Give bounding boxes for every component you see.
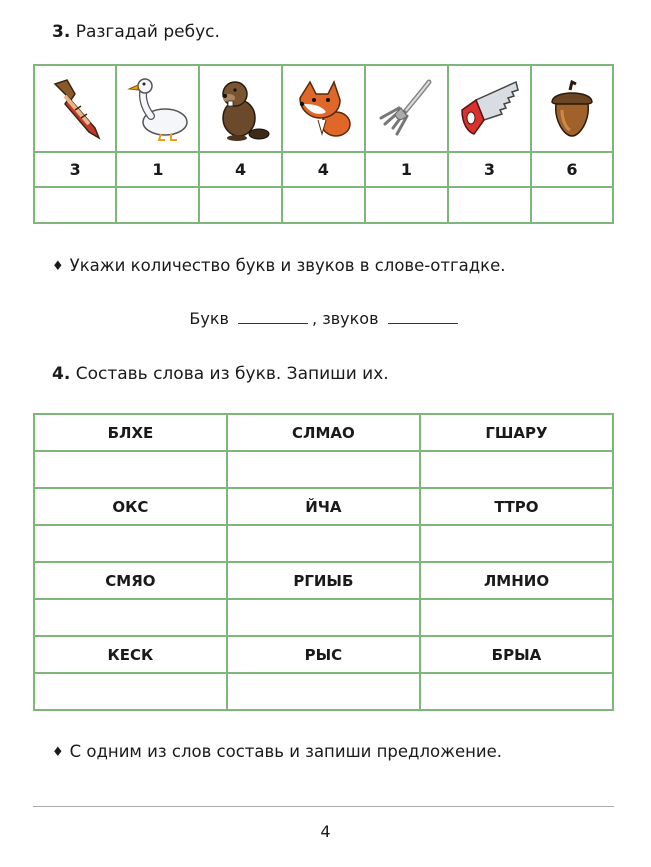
- letters-sounds-line: [0, 309, 651, 328]
- letters-label: Букв: [189, 309, 229, 328]
- word-answer-cell[interactable]: [34, 673, 227, 710]
- diamond-bullet-icon: ♦: [52, 745, 64, 760]
- saw-icon: [456, 76, 522, 142]
- acorn-icon: [544, 76, 600, 142]
- word-answer-cell[interactable]: [420, 599, 613, 636]
- scrambled-word: ЛМНИО: [420, 562, 613, 599]
- scrambled-word: ЙЧА: [227, 488, 420, 525]
- task-4-title: [52, 364, 389, 384]
- word-answer-cell[interactable]: [420, 673, 613, 710]
- word-answer-cell[interactable]: [227, 525, 420, 562]
- task-3-number: 3.: [52, 22, 71, 42]
- word-answer-cell[interactable]: [227, 599, 420, 636]
- sounds-label: , звуков: [312, 309, 379, 328]
- scrambled-word: СМЯО: [34, 562, 227, 599]
- rebus-number: 1: [365, 152, 448, 187]
- scrambled-word: СЛМАО: [227, 414, 420, 451]
- task-3-text: Разгадай ребус.: [75, 22, 220, 42]
- word-answer-cell[interactable]: [227, 451, 420, 488]
- rebus-table: [33, 64, 614, 224]
- rebus-answer-cell[interactable]: [199, 187, 281, 223]
- scrambled-word: БРЫА: [420, 636, 613, 673]
- rebus-answer-cell[interactable]: [282, 187, 365, 223]
- beaver-icon: [211, 76, 271, 142]
- scrambled-word: БЛХЕ: [34, 414, 227, 451]
- rebus-number: 1: [116, 152, 199, 187]
- rebus-answer-cell[interactable]: [365, 187, 448, 223]
- scrambled-word: КЕСК: [34, 636, 227, 673]
- goose-icon: [125, 76, 191, 142]
- fox-icon: [290, 76, 356, 142]
- rebus-picture-cell: [116, 65, 199, 152]
- diamond-bullet-icon: ♦: [52, 259, 64, 274]
- task-4-text: Составь слова из букв. Запиши их.: [75, 364, 389, 384]
- instruction-letters-sounds: [52, 256, 506, 275]
- task-4-number: 4.: [52, 364, 71, 384]
- page-number: 4: [320, 822, 331, 841]
- scrambled-word: РЫС: [227, 636, 420, 673]
- rebus-number: 3: [448, 152, 531, 187]
- rebus-answer-cell[interactable]: [34, 187, 116, 223]
- rebus-picture-cell: [199, 65, 281, 152]
- sounds-blank[interactable]: [388, 309, 458, 324]
- word-answer-cell[interactable]: [34, 525, 227, 562]
- fork-icon: [373, 76, 439, 142]
- scrambled-word: ТТРО: [420, 488, 613, 525]
- rebus-number: 4: [199, 152, 281, 187]
- instruction-text: Укажи количество букв и звуков в слове-отгадке.: [69, 256, 506, 275]
- task-3-title: [52, 22, 220, 42]
- rebus-picture-cell: [448, 65, 531, 152]
- letters-blank[interactable]: [238, 309, 308, 324]
- rebus-answer-cell[interactable]: [116, 187, 199, 223]
- scrambled-word: ГШАРУ: [420, 414, 613, 451]
- knife-icon: [45, 76, 105, 142]
- rebus-answer-cell[interactable]: [448, 187, 531, 223]
- scrambled-word: РГИЫБ: [227, 562, 420, 599]
- rebus-number: 3: [34, 152, 116, 187]
- word-answer-cell[interactable]: [420, 525, 613, 562]
- word-answer-cell[interactable]: [34, 599, 227, 636]
- instruction-text: С одним из слов составь и запиши предложение.: [69, 742, 503, 761]
- instruction-sentence: [52, 742, 502, 761]
- rebus-picture-cell: [531, 65, 613, 152]
- rebus-picture-cell: [365, 65, 448, 152]
- word-answer-cell[interactable]: [34, 451, 227, 488]
- rebus-number: 6: [531, 152, 613, 187]
- scrambled-word: ОКС: [34, 488, 227, 525]
- rebus-picture-cell: [282, 65, 365, 152]
- footer-divider: [33, 806, 614, 807]
- scrambled-words-table: [33, 413, 614, 711]
- rebus-picture-cell: [34, 65, 116, 152]
- rebus-answer-cell[interactable]: [531, 187, 613, 223]
- word-answer-cell[interactable]: [420, 451, 613, 488]
- rebus-number: 4: [282, 152, 365, 187]
- word-answer-cell[interactable]: [227, 673, 420, 710]
